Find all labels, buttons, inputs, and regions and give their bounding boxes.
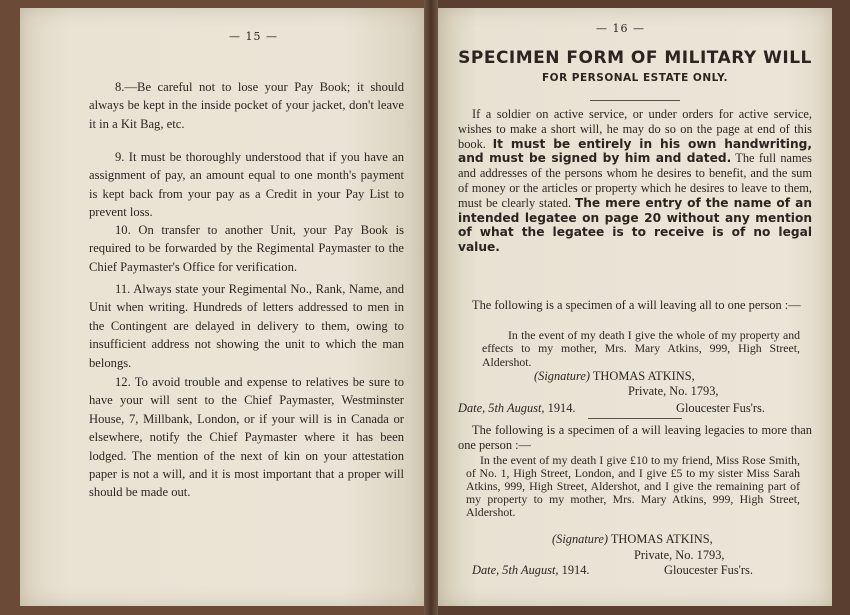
paragraph-10: 10. On transfer to another Unit, your Pay Book is required to be forwarded by the Regimental Paymaster to the Chief Paymaster's Office for verification. [89, 223, 404, 274]
specimen-1-body: In the event of my death I give the whole of my property and effects to my mother, Mrs. Mary Atkins, 999, High Street, Aldershot. [482, 328, 800, 369]
title-rule [590, 100, 680, 101]
signature-block: (Signature) THOMAS ATKINS, [534, 369, 695, 383]
paragraph-11: 11. Always state your Regimental No., Rank, Name, and Unit when writing. Hundreds of letters addressed to men in the Contingent are delayed in delivery to them, owing to insufficient address not showing the unit to which the man belongs. [89, 282, 404, 370]
rank-line: Private, No. 1793, [634, 548, 725, 562]
paragraph-8: 8.—Be careful not to lose your Pay Book; it should always be kept in the inside pocket of your jacket, don't leave it in a Kit Bag, etc. [89, 80, 404, 131]
page-title: SPECIMEN FORM OF MILITARY WILL [458, 48, 812, 68]
intro-paragraph: If a soldier on active service, or under orders for active service, wishes to make a short will, he may do so on the page at end of this book. It must be entirely in his own handwriting, and must be signed by him and dated. The full names and addresses of the persons whom he desires to benefit, and the sum of money or the articles or property which he desires to leave to them, must be clearly stated. The mere entry of the name of an intended legatee on page 20 without any mention of what the legatee is to receive is of no legal value. [458, 107, 812, 255]
paragraph-12: 12. To avoid trouble and expense to relatives be sure to have your will sent to the Chief Paymaster, Westminster House, 7, Millbank, London, or if your will is in Canada or elsewhere, notify the Chief Paymaster where it has been lodged. The mention of the next of kin on your attestation paper is not a will, and it is most important that a proper will should be made out. [89, 375, 404, 500]
specimen-2-body: In the event of my death I give £10 to my friend, Miss Rose Smith, of No. 1, High Street, London, and I give £5 to my sister Miss Sarah Atkins, 999, High Street, Aldershot, and I give the remaining part of my property to my mother, Mrs. Mary Atkins, 999, High Street, Aldershot. [466, 453, 800, 519]
signature-block: (Signature) THOMAS ATKINS, [552, 532, 713, 546]
section-rule [588, 418, 682, 419]
page-number: — 15 — [229, 30, 278, 43]
book-gutter [424, 0, 438, 615]
page-subtitle: FOR PERSONAL ESTATE ONLY. [541, 72, 729, 84]
date-line: Date, 5th August, 1914. [472, 563, 590, 577]
specimen-1-intro: The following is a specimen of a will leaving all to one person :— [472, 298, 801, 312]
unit-line: Gloucester Fus'rs. [664, 563, 753, 577]
page-number: — 16 — [596, 22, 645, 35]
left-page [20, 8, 424, 606]
specimen-2-intro: The following is a specimen of a will leaving legacies to more than one person :— [458, 423, 812, 452]
right-page [438, 8, 832, 606]
date-line: Date, 5th August, 1914. [458, 401, 576, 415]
unit-line: Gloucester Fus'rs. [676, 401, 765, 415]
paragraph-9: 9. It must be thoroughly understood that if you have an assignment of pay, an amount equal to one month's payment is kept back from your pay as a Credit in your Pay List to prevent loss. [89, 150, 404, 220]
rank-line: Private, No. 1793, [628, 384, 719, 398]
